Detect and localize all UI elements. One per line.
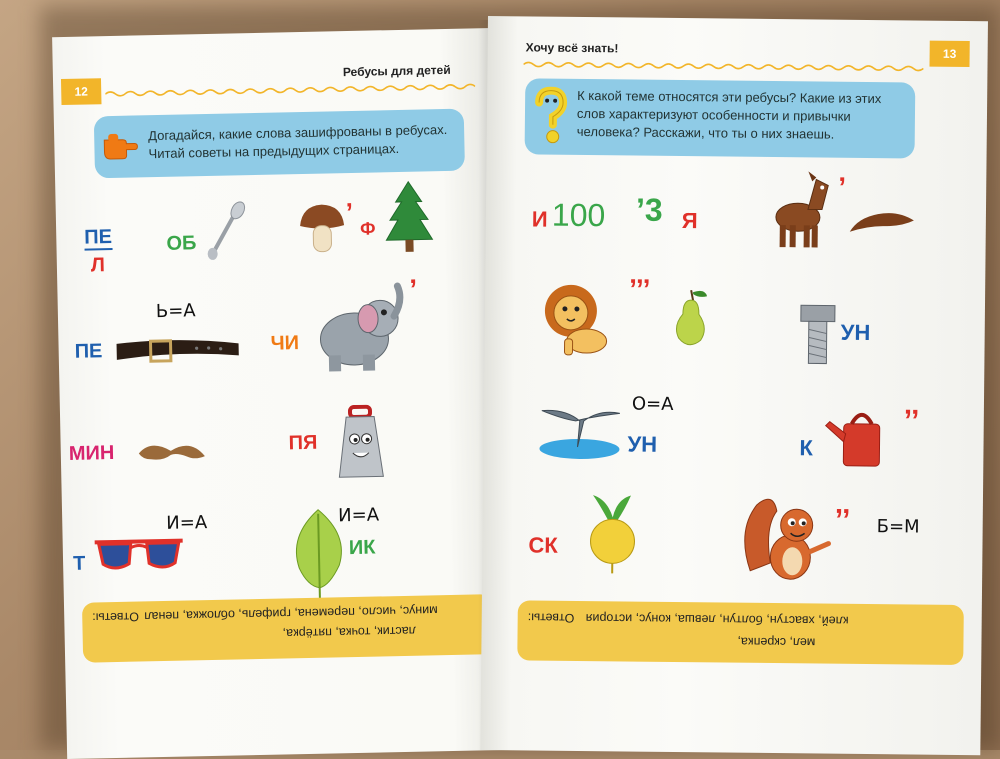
- answers-line-1: клей, хвастун, болтун, левша, конус, история: [585, 611, 849, 628]
- turnip-icon: [584, 491, 641, 576]
- rebus-r2-comma: ’: [838, 171, 847, 203]
- rebus-2-text: ОБ: [166, 232, 197, 255]
- mushroom-icon: [298, 201, 347, 256]
- leaf-icon: [288, 505, 350, 602]
- rebus-r5-text: УН: [627, 431, 658, 457]
- rebus-r8-commas: ’’: [834, 503, 851, 537]
- rebus-6-text: МИН: [68, 442, 115, 465]
- rebus-r5-hint: О=А: [631, 393, 674, 415]
- bolt-icon: [798, 303, 839, 367]
- rebus-r1-d: Я: [681, 208, 698, 234]
- spoon-icon: [204, 201, 249, 262]
- rebus-4-hint: Ь=А: [155, 300, 196, 323]
- pointing-hand-icon: [102, 129, 139, 160]
- rebus-3-letter: Ф: [359, 218, 376, 239]
- rebus-9-hint: И=А: [337, 504, 380, 527]
- rebus-1-top: ПЕ: [84, 226, 113, 249]
- rebus-8-text: Т: [72, 552, 86, 575]
- answers-label: Ответы:: [92, 609, 140, 625]
- pear-icon: [671, 286, 712, 350]
- rebus-4-text: ПЕ: [74, 340, 103, 363]
- page-header: Хочу всё знать!: [525, 40, 619, 56]
- whale-tail-icon: [537, 391, 624, 462]
- decorative-wave: [105, 82, 475, 98]
- sunglasses-icon: [91, 535, 188, 577]
- grater-icon: [336, 404, 386, 481]
- squirrel-icon: [736, 491, 833, 588]
- page-number: 13: [929, 41, 969, 67]
- task-line-1: К какой теме относятся эти ребусы? Какие из этих: [577, 87, 882, 107]
- task-line-2: Читай советы на предыдущих страницах.: [148, 140, 400, 162]
- rebus-r4-text: УН: [840, 319, 871, 346]
- page-number: 12: [61, 78, 102, 105]
- rebus-8-hint: И=А: [166, 512, 208, 534]
- answers-line-1: минус, число, перемена, грифель, обложка, пенал: [144, 603, 438, 624]
- lion-icon: [542, 279, 615, 360]
- page-header: Ребусы для детей: [342, 62, 451, 80]
- rebus-r1-a: И: [531, 206, 548, 232]
- rebus-r1-c: ’3: [635, 191, 663, 228]
- horse-icon: [768, 167, 833, 252]
- rebus-r8-hint: Б=М: [876, 516, 920, 538]
- rebus-5-text: ЧИ: [270, 332, 300, 355]
- fir-tree-icon: [383, 179, 435, 254]
- task-box: [525, 78, 916, 158]
- answers-line-2: мел, скрепка,: [737, 634, 816, 650]
- mustache-icon: [136, 434, 207, 465]
- task-box: [94, 109, 465, 179]
- right-page: [480, 16, 988, 755]
- rebus-r1-b: 100: [551, 196, 606, 234]
- rebus-5-comma: ’: [409, 273, 418, 305]
- rebus-1-bottom: Л: [90, 254, 106, 277]
- decorative-wave: [523, 60, 923, 72]
- rebus-9-text: ИК: [348, 536, 376, 560]
- task-line-2: слов характеризуют особенности и привычки: [576, 105, 851, 124]
- left-page: [52, 28, 507, 759]
- rebus-r6-text: К: [799, 435, 814, 461]
- rebus-3-comma: ’: [345, 196, 354, 228]
- question-mark-icon: [531, 86, 572, 146]
- answers-box: [82, 594, 493, 663]
- belt-icon: [110, 331, 243, 370]
- rebus-r6-commas: ’’: [903, 404, 920, 438]
- answers-label: Ответы:: [527, 610, 575, 625]
- rebus-7-text: ПЯ: [288, 431, 318, 455]
- rebus-r3-commas: ’’’: [628, 273, 651, 305]
- rebus-r7-text: СК: [528, 532, 558, 558]
- answers-box: [517, 600, 964, 665]
- task-line-1: Догадайся, какие слова зашифрованы в ребусах.: [148, 121, 448, 144]
- answers-line-2: ластик, точка, пятёрка,: [282, 623, 417, 641]
- horse-tail-icon: [848, 206, 918, 237]
- elephant-icon: [309, 280, 407, 378]
- task-line-3: человека? Расскажи, что ты о них знаешь.: [576, 123, 835, 142]
- watering-can-icon: [821, 404, 902, 471]
